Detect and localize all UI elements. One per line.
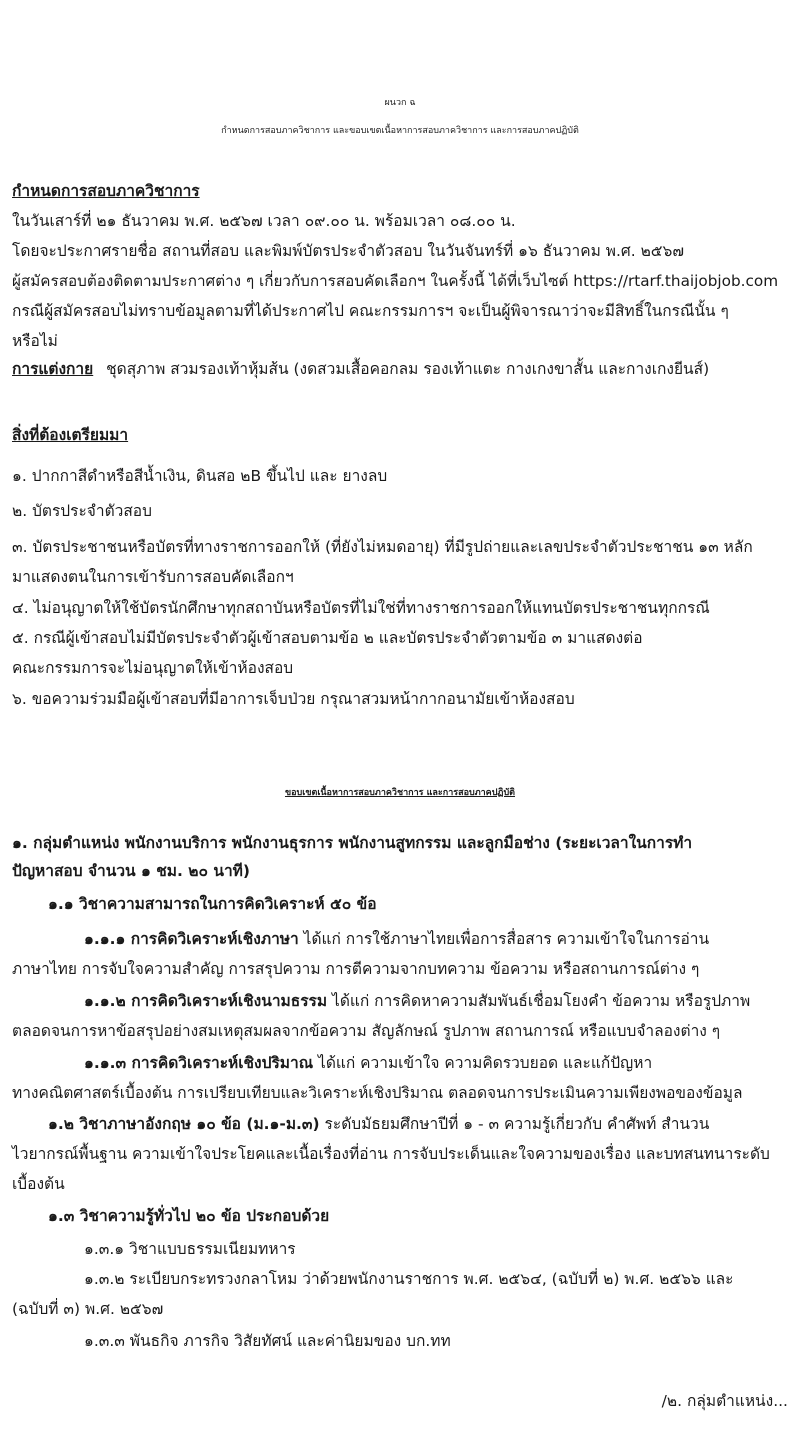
prepare-item-3-cont: มาแสดงตนในการเข้ารับการสอบคัดเลือกฯ <box>12 568 294 586</box>
section-1-1: ๑.๑ วิชาความสามารถในการคิดวิเคราะห์ ๕๐ ข้อ <box>48 895 377 913</box>
section-1-2-cont-2: เบื้องต้น <box>12 1175 65 1193</box>
section-1-1-1-head: ๑.๑.๑ การคิดวิเคราะห์เชิงภาษา <box>84 930 299 948</box>
prepare-item-3: ๓. บัตรประชาชนหรือบัตรที่ทางราชการออกให้ (ที่ยังไม่หมดอายุ) ที่มีรูปถ่ายและเลขประจำตัวประชาชน ๑๓ หลัก <box>12 538 753 556</box>
schedule-line-1: ในวันเสาร์ที่ ๒๑ ธันวาคม พ.ศ. ๒๕๖๗ เวลา ๐๙.๐๐ น. พร้อมเวลา ๐๘.๐๐ น. <box>12 212 516 230</box>
document-title: กำหนดการสอบภาควิชาการ และขอบเขตเนื้อหาการสอบภาควิชาการ และการสอบภาคปฏิบัติ <box>221 126 579 136</box>
section-1-1-1 <box>84 928 709 950</box>
section-1-2-cont: ไวยากรณ์พื้นฐาน ความเข้าใจประโยคและเนื้อเรื่องที่อ่าน การจับประเด็นและใจความของเรื่อง และบทสนทนาระดับ <box>12 1145 770 1163</box>
annex-label: ผนวก ฉ <box>384 98 416 108</box>
prepare-item-2: ๒. บัตรประจำตัวสอบ <box>12 502 152 520</box>
group-1-title-cont: ปัญหาสอบ จำนวน ๑ ชม. ๒๐ นาที) <box>12 862 250 880</box>
section-1-1-3-cont: ทางคณิตศาสตร์เบื้องต้น การเปรียบเทียบและวิเคราะห์เชิงปริมาณ ตลอดจนการประเมินความเพียงพอของข้อมูล <box>12 1084 743 1102</box>
prepare-item-5-cont: คณะกรรมการจะไม่อนุญาตให้เข้าห้องสอบ <box>12 659 294 677</box>
dress-code-label: การแต่งกาย <box>12 360 94 378</box>
section-1-1-3 <box>84 1052 652 1074</box>
section-1-1-2-cont: ตลอดจนการหาข้อสรุปอย่างสมเหตุสมผลจากข้อความ สัญลักษณ์ รูปภาพ สถานการณ์ หรือแบบจำลองต่าง ๆ <box>12 1022 721 1040</box>
schedule-line-3: ผู้สมัครสอบต้องติดตามประกาศต่าง ๆ เกี่ยวกับการสอบคัดเลือกฯ ในครั้งนี้ ได้ที่เว็บไซต์ https://rtarf.thaijobjob.com <box>12 272 779 290</box>
schedule-line-4: กรณีผู้สมัครสอบไม่ทราบข้อมูลตามที่ได้ประกาศไป คณะกรรมการฯ จะเป็นผู้พิจารณาว่าจะมีสิทธิ์ในกรณีนั้น ๆ <box>12 302 729 320</box>
prepare-heading: สิ่งที่ต้องเตรียมมา <box>12 426 129 444</box>
dress-code-text: ชุดสุภาพ สวมรองเท้าหุ้มส้น (งดสวมเสื้อคอกลม รองเท้าแตะ กางเกงขาสั้น และกางเกงยีนส์) <box>106 360 710 378</box>
section-1-3-2-cont: (ฉบับที่ ๓) พ.ศ. ๒๕๖๗ <box>12 1300 164 1318</box>
section-1-1-1-cont: ภาษาไทย การจับใจความสำคัญ การสรุปความ การตีความจากบทความ ข้อความ หรือสถานการณ์ต่าง ๆ <box>12 960 700 978</box>
group-1-title: ๑. กลุ่มตำแหน่ง พนักงานบริการ พนักงานธุรการ พนักงานสูทกรรม และลูกมือช่าง (ระยะเวลาในการทำ <box>12 834 693 852</box>
section-1-1-3-head: ๑.๑.๓ การคิดวิเคราะห์เชิงปริมาณ <box>84 1054 314 1072</box>
section-1-3-1: ๑.๓.๑ วิชาแบบธรรมเนียมทหาร <box>84 1240 296 1258</box>
prepare-item-6: ๖. ขอความร่วมมือผู้เข้าสอบที่มีอาการเจ็บป่วย กรุณาสวมหน้ากากอนามัยเข้าห้องสอบ <box>12 690 575 708</box>
section-1-3: ๑.๓ วิชาความรู้ทั่วไป ๒๐ ข้อ ประกอบด้วย <box>48 1207 330 1225</box>
section-1-1-2-text: ได้แก่ การคิดหาความสัมพันธ์เชื่อมโยงคำ ข้อความ หรือรูปภาพ <box>327 992 751 1010</box>
schedule-line-5: หรือไม่ <box>12 332 58 350</box>
schedule-heading: กำหนดการสอบภาควิชาการ <box>12 182 200 200</box>
section-1-2 <box>48 1113 709 1135</box>
section-1-2-head: ๑.๒ วิชาภาษาอังกฤษ ๑๐ ข้อ (ม.๑-ม.๓) <box>48 1115 320 1133</box>
scope-heading-text: ขอบเขตเนื้อหาการสอบภาควิชาการ และการสอบภาคปฏิบัติ <box>284 788 516 798</box>
prepare-item-4: ๔. ไม่อนุญาตให้ใช้บัตรนักศึกษาทุกสถาบันหรือบัตรที่ไม่ใช่ที่ทางราชการออกให้แทนบัตรประชาชนทุกกรณี <box>12 599 710 617</box>
section-1-1-1-text: ได้แก่ การใช้ภาษาไทยเพื่อการสื่อสาร ความเข้าใจในการอ่าน <box>298 930 710 948</box>
section-1-1-3-text: ได้แก่ ความเข้าใจ ความคิดรวบยอด และแก้ปัญหา <box>313 1054 653 1072</box>
prepare-item-5: ๕. กรณีผู้เข้าสอบไม่มีบัตรประจำตัวผู้เข้าสอบตามข้อ ๒ และบัตรประจำตัวตามข้อ ๓ มาแสดงต่อ <box>12 629 643 647</box>
section-1-3-3: ๑.๓.๓ พันธกิจ ภารกิจ วิสัยทัศน์ และค่านิยมของ บก.ทท <box>84 1332 451 1350</box>
section-1-2-text: ระดับมัธยมศึกษาปีที่ ๑ - ๓ ความรู้เกี่ยวกับ คำศัพท์ สำนวน <box>319 1115 710 1133</box>
scope-heading <box>0 782 800 804</box>
prepare-item-1: ๑. ปากกาสีดำหรือสีน้ำเงิน, ดินสอ ๒B ขึ้นไป และ ยางลบ <box>12 467 388 485</box>
dress-code <box>12 358 709 380</box>
section-1-1-2-head: ๑.๑.๒ การคิดวิเคราะห์เชิงนามธรรม <box>84 992 328 1010</box>
continued-marker: /๒. กลุ่มตำแหน่ง... <box>661 1392 788 1410</box>
schedule-line-2: โดยจะประกาศรายชื่อ สถานที่สอบ และพิมพ์บัตรประจำตัวสอบ ในวันจันทร์ที่ ๑๖ ธันวาคม พ.ศ. ๒๕๖๗ <box>12 242 685 260</box>
section-1-1-2 <box>84 990 750 1012</box>
section-1-3-2: ๑.๓.๒ ระเบียบกระทรวงกลาโหม ว่าด้วยพนักงานราชการ พ.ศ. ๒๕๖๔, (ฉบับที่ ๒) พ.ศ. ๒๕๖๖ และ <box>84 1270 734 1288</box>
